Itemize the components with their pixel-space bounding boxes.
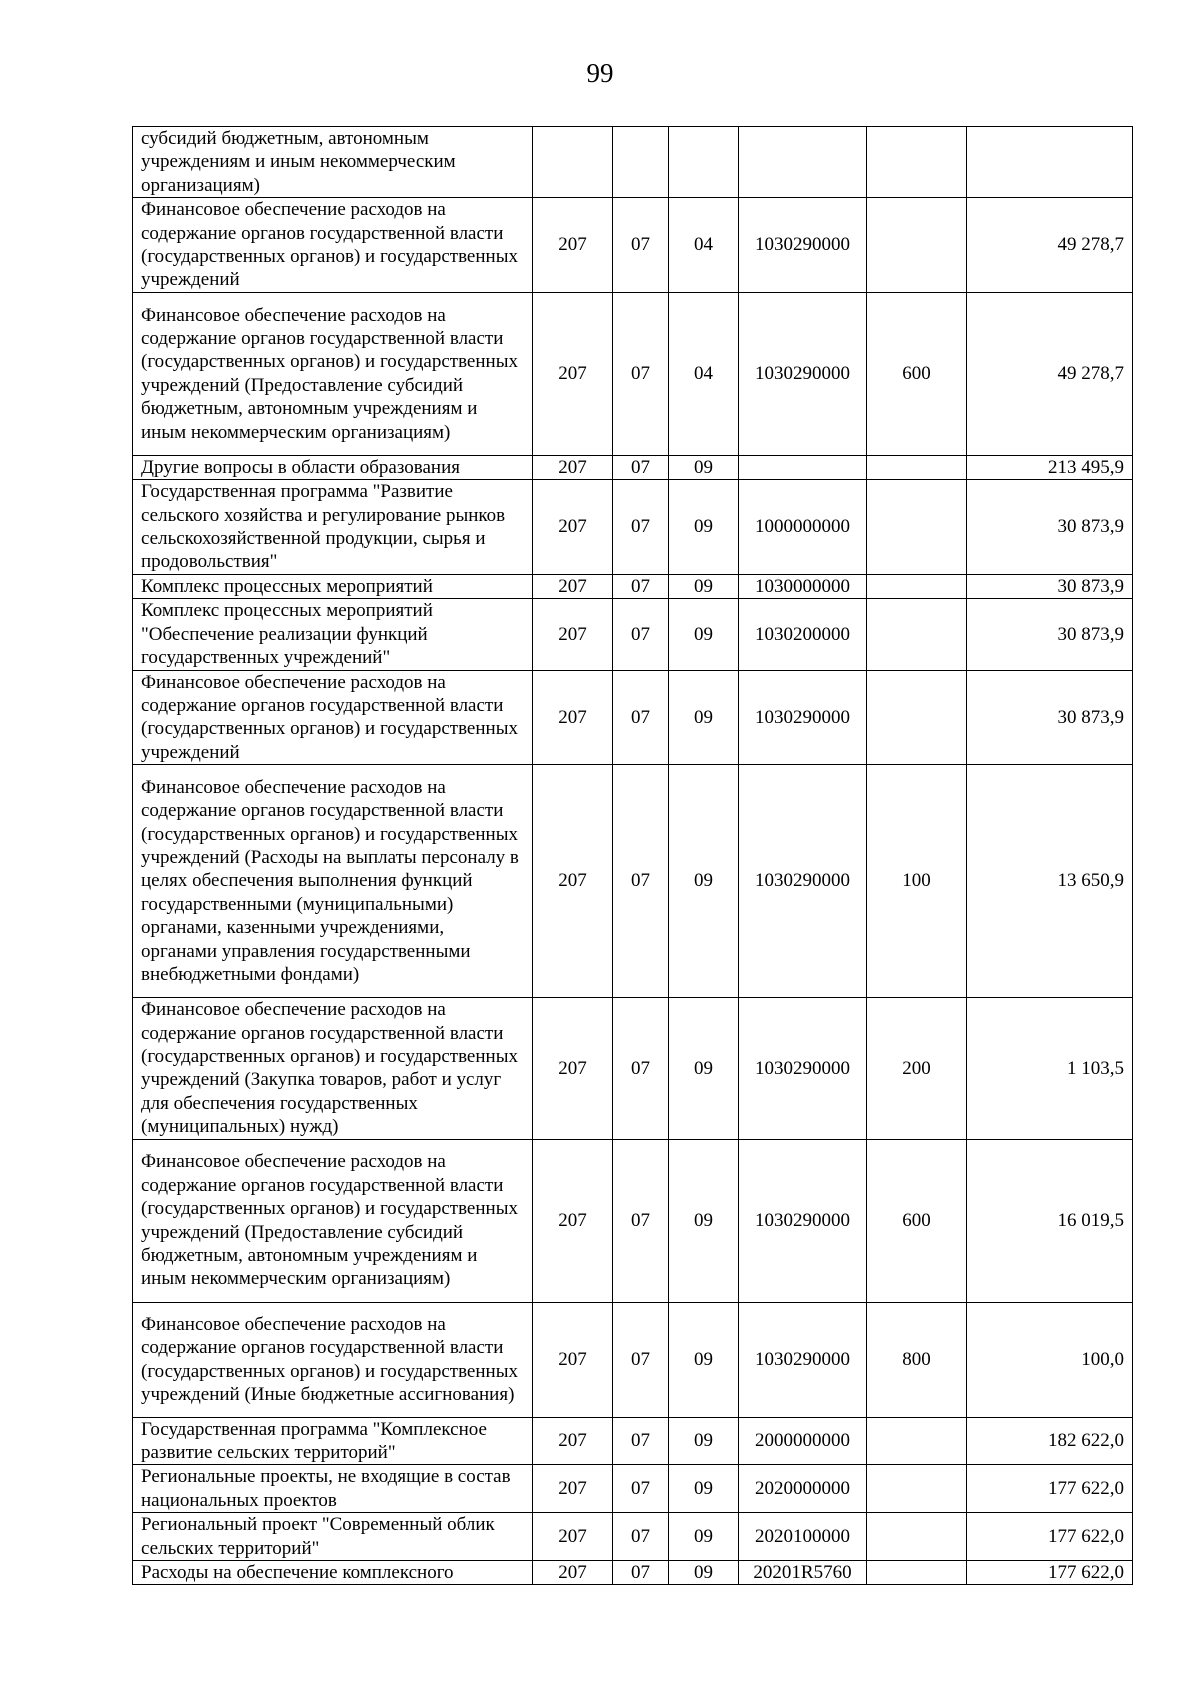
target-article-cell (739, 455, 867, 479)
section-code-cell: 07 (613, 765, 669, 998)
amount-cell: 30 873,9 (967, 574, 1133, 598)
row-name-cell: Региональный проект "Современный облик сельских территорий" (133, 1513, 533, 1561)
target-article-cell (739, 127, 867, 198)
table-row (133, 1139, 1133, 1302)
expense-type-cell (867, 127, 967, 198)
table-row (133, 127, 1133, 198)
expense-type-cell (867, 480, 967, 575)
expense-type-cell (867, 198, 967, 293)
subsection-code-cell (669, 127, 739, 198)
ved-code-cell: 207 (533, 1561, 613, 1585)
target-article-cell: 1030290000 (739, 765, 867, 998)
row-name-cell: Комплекс процессных мероприятий (133, 574, 533, 598)
section-code-cell: 07 (613, 292, 669, 455)
ved-code-cell: 207 (533, 574, 613, 598)
section-code-cell: 07 (613, 1139, 669, 1302)
expense-type-cell: 200 (867, 998, 967, 1139)
ved-code-cell: 207 (533, 670, 613, 765)
target-article-cell: 1030290000 (739, 1139, 867, 1302)
table-row (133, 1561, 1133, 1585)
subsection-code-cell: 09 (669, 1465, 739, 1513)
table-row (133, 574, 1133, 598)
table-row (133, 765, 1133, 998)
subsection-code-cell: 09 (669, 1561, 739, 1585)
expense-type-cell (867, 1561, 967, 1585)
expense-type-cell (867, 574, 967, 598)
ved-code-cell: 207 (533, 599, 613, 670)
subsection-code-cell: 09 (669, 455, 739, 479)
expense-type-cell (867, 1513, 967, 1561)
ved-code-cell: 207 (533, 292, 613, 455)
subsection-code-cell: 04 (669, 292, 739, 455)
section-code-cell: 07 (613, 599, 669, 670)
table-row (133, 1417, 1133, 1465)
row-name-cell: Другие вопросы в области образования (133, 455, 533, 479)
target-article-cell: 1030290000 (739, 292, 867, 455)
ved-code-cell: 207 (533, 480, 613, 575)
subsection-code-cell: 09 (669, 574, 739, 598)
target-article-cell: 1000000000 (739, 480, 867, 575)
table-row (133, 998, 1133, 1139)
target-article-cell: 2020000000 (739, 1465, 867, 1513)
amount-cell (967, 127, 1133, 198)
ved-code-cell: 207 (533, 198, 613, 293)
page-number: 99 (586, 58, 614, 88)
table-row (133, 670, 1133, 765)
target-article-cell: 2000000000 (739, 1417, 867, 1465)
subsection-code-cell: 09 (669, 1513, 739, 1561)
row-name-cell: Региональные проекты, не входящие в состав национальных проектов (133, 1465, 533, 1513)
section-code-cell: 07 (613, 1302, 669, 1417)
section-code-cell: 07 (613, 1417, 669, 1465)
subsection-code-cell: 09 (669, 1302, 739, 1417)
section-code-cell (613, 127, 669, 198)
amount-cell: 49 278,7 (967, 198, 1133, 293)
subsection-code-cell: 04 (669, 198, 739, 293)
table-row (133, 455, 1133, 479)
subsection-code-cell: 09 (669, 1139, 739, 1302)
row-name-cell: Финансовое обеспечение расходов на содержание органов государственной власти (государственных органов) и государственных учреждений (Предоставление субсидий бюджетным, автономным учреждениям и иным некоммерческим организациям) (133, 292, 533, 455)
row-name-cell: Финансовое обеспечение расходов на содержание органов государственной власти (государственных органов) и государственных учреждений (133, 198, 533, 293)
expense-type-cell: 100 (867, 765, 967, 998)
row-name-cell: Финансовое обеспечение расходов на содержание органов государственной власти (государственных органов) и государственных учреждений (133, 670, 533, 765)
row-name-cell: Финансовое обеспечение расходов на содержание органов государственной власти (государственных органов) и государственных учреждений (Закупка товаров, работ и услуг для обеспечения государственных (муниципальных) нужд) (133, 998, 533, 1139)
table-row (133, 480, 1133, 575)
amount-cell: 177 622,0 (967, 1561, 1133, 1585)
section-code-cell: 07 (613, 998, 669, 1139)
section-code-cell: 07 (613, 455, 669, 479)
ved-code-cell: 207 (533, 765, 613, 998)
budget-table (132, 126, 1133, 1585)
expense-type-cell (867, 670, 967, 765)
section-code-cell: 07 (613, 480, 669, 575)
table-row (133, 1302, 1133, 1417)
target-article-cell: 1030290000 (739, 998, 867, 1139)
section-code-cell: 07 (613, 1561, 669, 1585)
subsection-code-cell: 09 (669, 1417, 739, 1465)
row-name-cell: Финансовое обеспечение расходов на содержание органов государственной власти (государственных органов) и государственных учреждений (Расходы на выплаты персоналу в целях обеспечения выполнения функций государственными (муниципальными) органами, казенными учреждениями, органами управления государственными внебюджетными фондами) (133, 765, 533, 998)
expense-type-cell (867, 1417, 967, 1465)
target-article-cell: 1030000000 (739, 574, 867, 598)
ved-code-cell: 207 (533, 1302, 613, 1417)
amount-cell: 30 873,9 (967, 599, 1133, 670)
row-name-cell: Государственная программа "Комплексное развитие сельских территорий" (133, 1417, 533, 1465)
subsection-code-cell: 09 (669, 599, 739, 670)
target-article-cell: 1030290000 (739, 670, 867, 765)
expense-type-cell (867, 455, 967, 479)
ved-code-cell: 207 (533, 998, 613, 1139)
amount-cell: 213 495,9 (967, 455, 1133, 479)
ved-code-cell: 207 (533, 1513, 613, 1561)
subsection-code-cell: 09 (669, 765, 739, 998)
table-row (133, 198, 1133, 293)
amount-cell: 49 278,7 (967, 292, 1133, 455)
ved-code-cell: 207 (533, 1139, 613, 1302)
section-code-cell: 07 (613, 574, 669, 598)
expense-type-cell: 600 (867, 1139, 967, 1302)
subsection-code-cell: 09 (669, 480, 739, 575)
subsection-code-cell: 09 (669, 998, 739, 1139)
section-code-cell: 07 (613, 1513, 669, 1561)
target-article-cell: 1030200000 (739, 599, 867, 670)
row-name-cell: Расходы на обеспечение комплексного (133, 1561, 533, 1585)
section-code-cell: 07 (613, 198, 669, 293)
amount-cell: 177 622,0 (967, 1513, 1133, 1561)
expense-type-cell: 600 (867, 292, 967, 455)
ved-code-cell: 207 (533, 1417, 613, 1465)
table-row (133, 292, 1133, 455)
target-article-cell: 2020100000 (739, 1513, 867, 1561)
table-body (133, 127, 1133, 1585)
subsection-code-cell: 09 (669, 670, 739, 765)
target-article-cell: 1030290000 (739, 198, 867, 293)
amount-cell: 16 019,5 (967, 1139, 1133, 1302)
ved-code-cell: 207 (533, 1465, 613, 1513)
row-name-cell: Государственная программа "Развитие сельского хозяйства и регулирование рынков сельскохозяйственной продукции, сырья и продовольствия" (133, 480, 533, 575)
target-article-cell: 1030290000 (739, 1302, 867, 1417)
amount-cell: 182 622,0 (967, 1417, 1133, 1465)
amount-cell: 177 622,0 (967, 1465, 1133, 1513)
table-row (133, 1465, 1133, 1513)
amount-cell: 30 873,9 (967, 670, 1133, 765)
row-name-cell: Комплекс процессных мероприятий "Обеспечение реализации функций государственных учреждений" (133, 599, 533, 670)
row-name-cell: Финансовое обеспечение расходов на содержание органов государственной власти (государственных органов) и государственных учреждений (Предоставление субсидий бюджетным, автономным учреждениям и иным некоммерческим организациям) (133, 1139, 533, 1302)
row-name-cell: Финансовое обеспечение расходов на содержание органов государственной власти (государственных органов) и государственных учреждений (Иные бюджетные ассигнования) (133, 1302, 533, 1417)
expense-type-cell (867, 599, 967, 670)
row-name-cell: субсидий бюджетным, автономным учреждениям и иным некоммерческим организациям) (133, 127, 533, 198)
expense-type-cell: 800 (867, 1302, 967, 1417)
section-code-cell: 07 (613, 670, 669, 765)
expense-type-cell (867, 1465, 967, 1513)
amount-cell: 13 650,9 (967, 765, 1133, 998)
table-row (133, 599, 1133, 670)
amount-cell: 100,0 (967, 1302, 1133, 1417)
table-row (133, 1513, 1133, 1561)
amount-cell: 1 103,5 (967, 998, 1133, 1139)
ved-code-cell (533, 127, 613, 198)
target-article-cell: 20201R5760 (739, 1561, 867, 1585)
ved-code-cell: 207 (533, 455, 613, 479)
section-code-cell: 07 (613, 1465, 669, 1513)
amount-cell: 30 873,9 (967, 480, 1133, 575)
